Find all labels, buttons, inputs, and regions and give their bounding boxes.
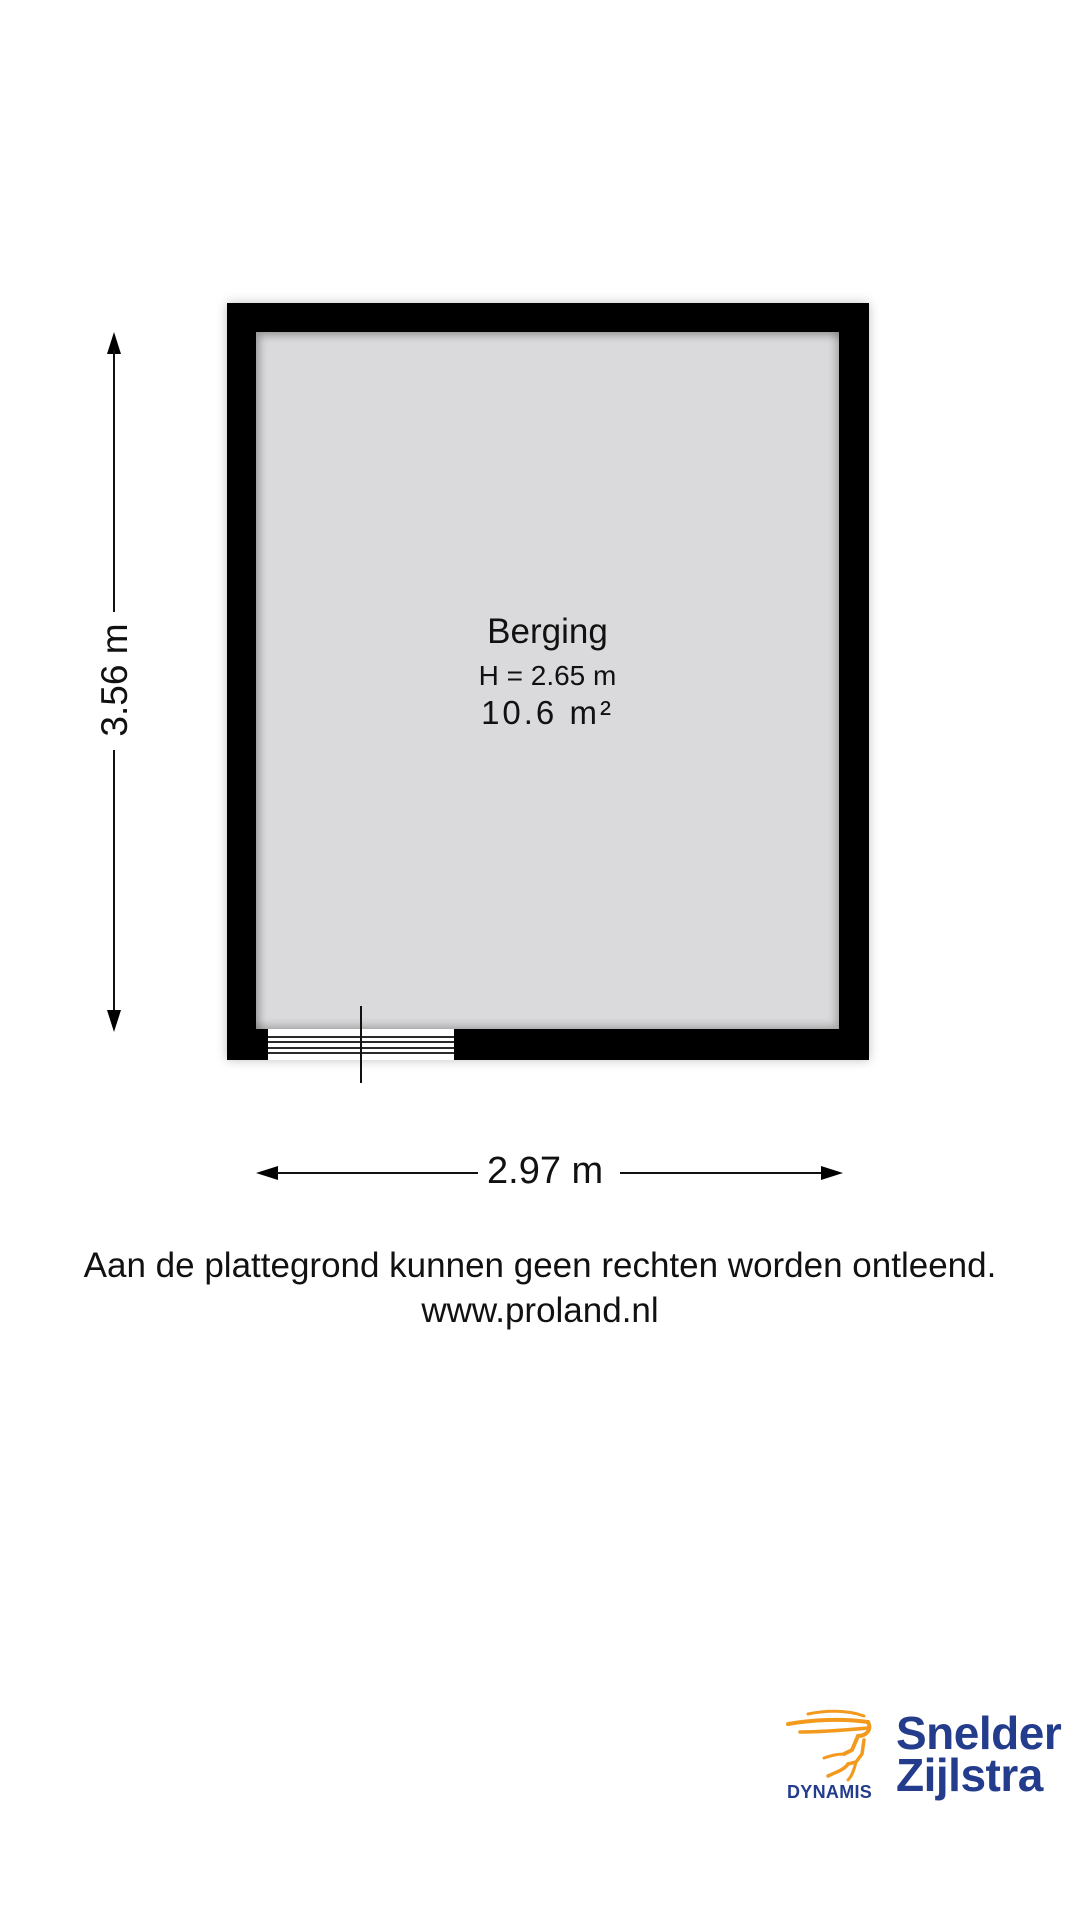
arrow-left-icon bbox=[256, 1166, 278, 1180]
room-area: 10.6 m² bbox=[481, 694, 614, 731]
dimension-line bbox=[113, 750, 115, 1012]
disclaimer-text: Aan de plattegrond kunnen geen rechten worden ontleend. bbox=[83, 1246, 997, 1285]
door-marker-line bbox=[360, 1006, 362, 1083]
arrow-right-icon bbox=[821, 1166, 843, 1180]
horizontal-dimension-label: 2.97 m bbox=[487, 1150, 604, 1192]
website-text: www.proland.nl bbox=[421, 1291, 659, 1330]
dimension-line bbox=[276, 1172, 478, 1174]
brand-name-line1: Snelder bbox=[896, 1707, 1062, 1759]
dimension-line bbox=[620, 1172, 824, 1174]
dimension-line bbox=[113, 350, 115, 612]
brand-logo bbox=[780, 1700, 1070, 1810]
vertical-dimension-label: 3.56 m bbox=[94, 623, 135, 737]
room-height: H = 2.65 m bbox=[478, 660, 617, 691]
dynamis-label: DYNAMIS bbox=[787, 1782, 873, 1802]
arrow-down-icon bbox=[107, 1010, 121, 1032]
room-name: Berging bbox=[487, 612, 608, 651]
dynamis-head-icon bbox=[786, 1706, 874, 1782]
brand-name-line2: Zijlstra bbox=[896, 1749, 1043, 1801]
